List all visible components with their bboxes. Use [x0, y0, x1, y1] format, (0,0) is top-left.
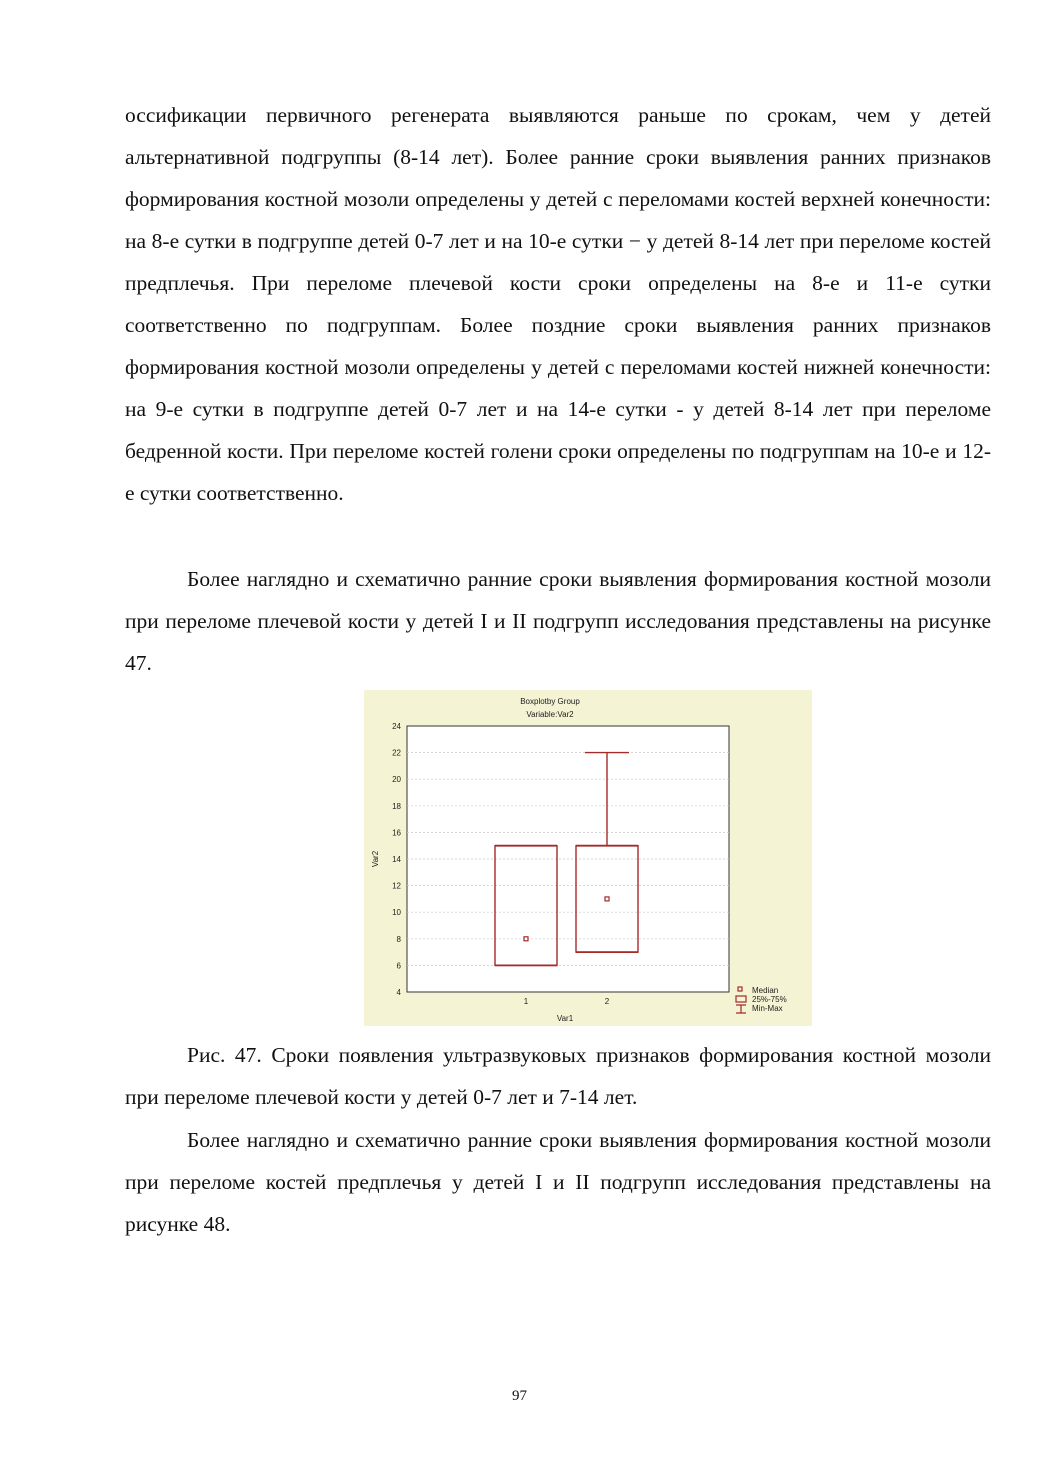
chart-subtitle: Variable:Var2 — [526, 710, 574, 719]
y-tick-label: 4 — [396, 988, 401, 997]
legend-box-marker — [736, 996, 746, 1002]
y-tick-label: 8 — [396, 934, 401, 944]
figure-47-boxplot — [364, 690, 812, 1026]
x-axis-label: Var1 — [556, 1014, 574, 1023]
chart-legend — [736, 986, 787, 1013]
x-tick-label: 2 — [604, 997, 610, 1006]
body-paragraph-1: оссификации первичного регенерата выявляются раньше по срокам, чем у детей альтернативной подгруппы (8-14 лет). Более ранние сроки выявления ранних признаков формирования костной мозоли определены у детей с переломами костей верхней конечности: на 8-е сутки в подгруппе детей 0-7 лет и на 10-е сутки − у детей 8-14 лет при переломе костей предплечья. При переломе плечевой кости сроки определены на 8-е и 11-е сутки соответственно по подгруппам. Более поздние сроки выявления ранних признаков формирования костной мозоли определены у детей с переломами костей нижней конечности: на 9-е сутки в подгруппе детей 0-7 лет и на 14-е сутки - у детей 8-14 лет при переломе бедренной кости. При переломе костей голени сроки определены по подгруппам на 10-е и 12-е сутки соответственно. — [125, 103, 991, 505]
y-tick-label: 18 — [392, 801, 401, 811]
legend-median-marker — [738, 987, 742, 991]
y-tick-label: 10 — [392, 908, 401, 918]
legend-box: 25%-75% — [752, 995, 787, 1004]
y-tick-label: 20 — [392, 775, 401, 785]
y-axis-label: Var2 — [371, 850, 380, 868]
figure-caption: Рис. 47. Сроки появления ультразвуковых признаков формирования костной мозоли при переломе плечевой кости у детей 0-7 лет и 7-14 лет. — [125, 1043, 991, 1109]
y-tick-label: 12 — [392, 881, 401, 891]
legend-whisker-marker — [736, 1005, 746, 1013]
y-tick-label: 24 — [392, 722, 401, 731]
y-tick-label: 16 — [392, 828, 401, 838]
body-paragraph-2: Более наглядно и схематично ранние сроки выявления формирования костной мозоли при переломе плечевой кости у детей I и II подгрупп исследования представлены на рисунке 47. — [125, 567, 991, 675]
x-axis-ticks — [524, 997, 610, 1006]
y-tick-label: 22 — [392, 748, 401, 758]
x-tick-label: 1 — [523, 997, 529, 1006]
y-tick-label: 6 — [396, 961, 401, 971]
legend-median: Median — [752, 986, 779, 995]
y-tick-label: 14 — [392, 855, 401, 864]
body-paragraph-3: Более наглядно и схематично ранние сроки выявления формирования костной мозоли при переломе костей предплечья у детей I и II подгрупп исследования представлены на рисунке 48. — [125, 1128, 991, 1236]
page-number: 97 — [512, 1388, 527, 1404]
boxplot-chart — [364, 690, 812, 1026]
chart-title: Boxplotby Group — [520, 697, 580, 706]
legend-minmax: Min-Max — [752, 1004, 783, 1013]
y-axis-ticks — [392, 722, 401, 997]
